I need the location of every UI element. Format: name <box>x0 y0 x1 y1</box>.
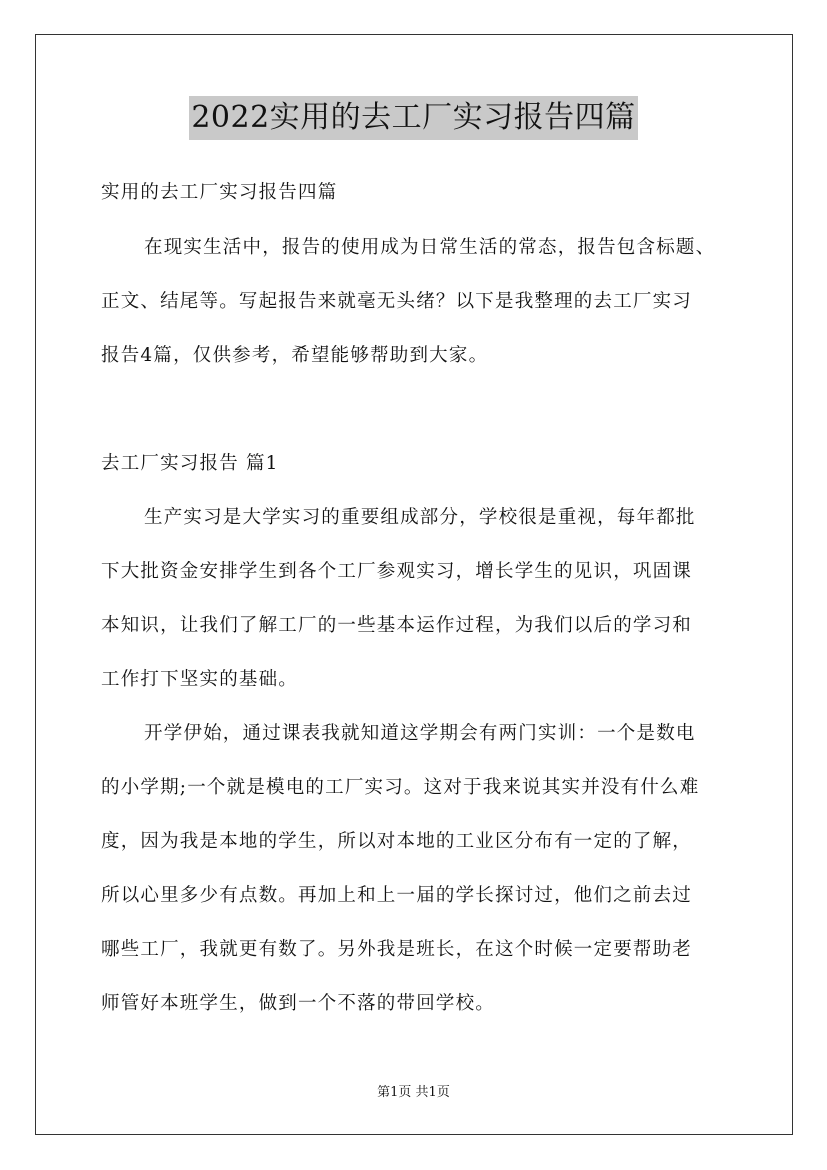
paragraph2-line-3: 度，因为我是本地的学生，所以对本地的工业区分布有一定的了解， <box>101 831 693 852</box>
intro-line-3: 报告4篇，仅供参考，希望能够帮助到大家。 <box>101 345 489 366</box>
intro-line-2: 正文、结尾等。写起报告来就毫无头绪？以下是我整理的去工厂实习 <box>101 291 693 312</box>
paragraph1-line-1: 生产实习是大学实习的重要组成部分，学校很是重视，每年都批 <box>144 507 696 528</box>
document-title: 2022实用的去工厂实习报告四篇 <box>189 96 637 140</box>
paragraph2-line-4: 所以心里多少有点数。再加上和上一届的学长探讨过，他们之前去过 <box>101 885 693 906</box>
section-heading: 去工厂实习报告 篇1 <box>101 453 279 474</box>
paragraph1-line-2: 下大批资金安排学生到各个工厂参观实习，增长学生的见识，巩固课 <box>101 561 693 582</box>
intro-line-1: 在现实生活中，报告的使用成为日常生活的常态，报告包含标题、 <box>144 237 716 258</box>
paragraph2-line-5: 哪些工厂，我就更有数了。另外我是班长，在这个时候一定要帮助老 <box>101 939 693 960</box>
document-subtitle: 实用的去工厂实习报告四篇 <box>101 182 338 203</box>
page-number-footer: 第1页 共1页 <box>377 1085 450 1100</box>
paragraph1-line-3: 本知识，让我们了解工厂的一些基本运作过程，为我们以后的学习和 <box>101 615 693 636</box>
paragraph2-line-1: 开学伊始，通过课表我就知道这学期会有两门实训：一个是数电 <box>144 723 696 744</box>
document-title-container <box>0 96 827 140</box>
paragraph1-line-4: 工作打下坚实的基础。 <box>101 669 299 690</box>
paragraph2-line-2: 的小学期;一个就是模电的工厂实习。这对于我来说其实并没有什么难 <box>101 777 700 798</box>
paragraph2-line-6: 师管好本班学生，做到一个不落的带回学校。 <box>101 993 496 1014</box>
